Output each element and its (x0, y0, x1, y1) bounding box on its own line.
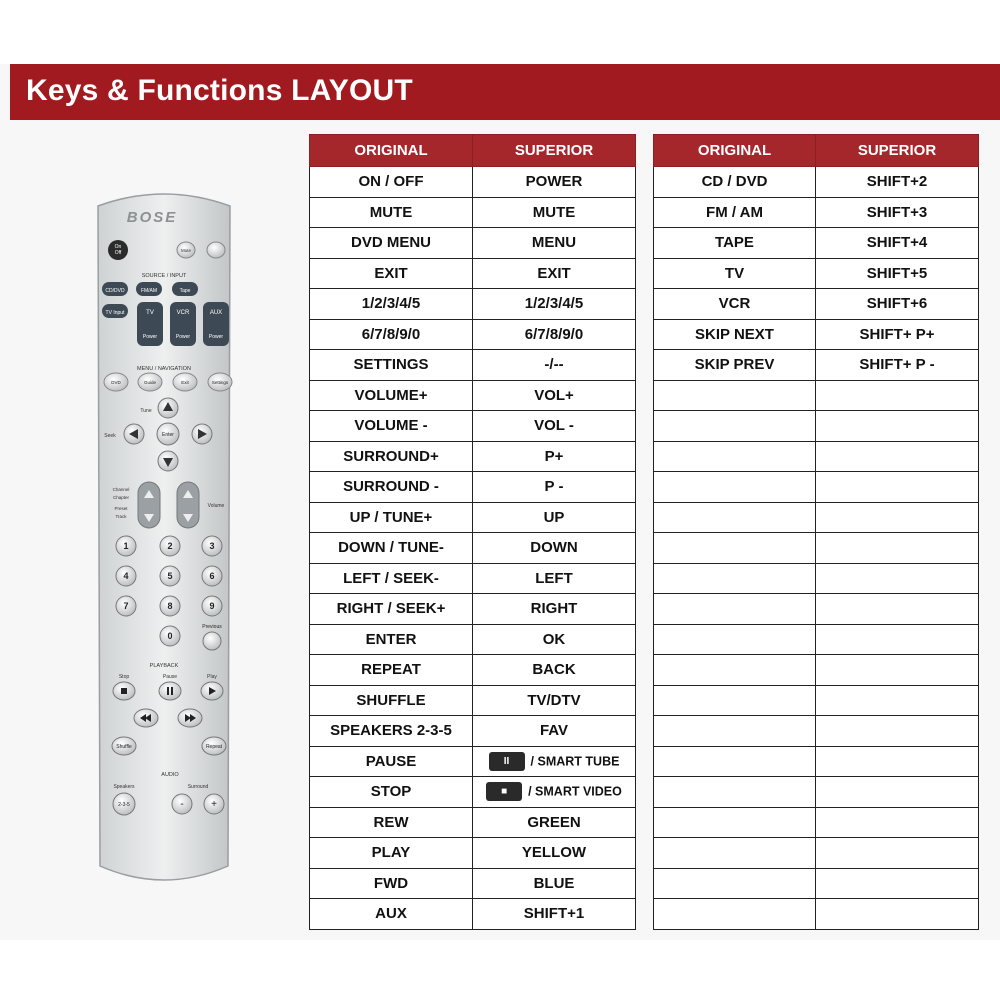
svg-text:Mute: Mute (180, 248, 192, 253)
svg-text:Play: Play (207, 674, 217, 680)
table-row (654, 197, 979, 228)
cell-superior (816, 716, 979, 747)
table-row (654, 411, 979, 442)
cell-superior: GREEN (473, 807, 636, 838)
cell-superior (816, 746, 979, 777)
cell-original (654, 411, 816, 442)
cell-original: AUX (310, 899, 473, 930)
svg-text:Enter: Enter (162, 432, 174, 438)
svg-text:Pause: Pause (162, 674, 178, 680)
table-row (654, 807, 979, 838)
table-row (310, 502, 636, 533)
cell-original: SPEAKERS 2-3-5 (310, 716, 473, 747)
cell-original: PLAY (310, 838, 473, 869)
cell-original (654, 441, 816, 472)
svg-text:4: 4 (123, 571, 129, 581)
svg-text:Guide: Guide (143, 380, 157, 385)
svg-text:Off: Off (114, 250, 122, 256)
cell-original: REPEAT (310, 655, 473, 686)
cell-superior: 6/7/8/9/0 (473, 319, 636, 350)
cell-superior (816, 441, 979, 472)
svg-text:VCR: VCR (176, 310, 190, 316)
cell-superior: FAV (473, 716, 636, 747)
table-row (654, 868, 979, 899)
svg-text:7: 7 (123, 601, 129, 611)
cell-original: LEFT / SEEK- (310, 563, 473, 594)
svg-text:Settings: Settings (211, 380, 229, 385)
cell-superior: LEFT (473, 563, 636, 594)
cell-superior (816, 594, 979, 625)
column-header-superior: SUPERIOR (816, 135, 979, 167)
cell-original (654, 380, 816, 411)
svg-text:Preset: Preset (114, 506, 128, 511)
cell-original: FWD (310, 868, 473, 899)
cell-original: TAPE (654, 228, 816, 259)
cell-original: DVD MENU (310, 228, 473, 259)
svg-text:Volume: Volume (207, 503, 225, 509)
cell-original: VOLUME - (310, 411, 473, 442)
svg-text:3: 3 (209, 541, 215, 551)
cell-original (654, 655, 816, 686)
cell-original: SETTINGS (310, 350, 473, 381)
svg-text:CD/DVD: CD/DVD (105, 288, 125, 294)
table-row (310, 807, 636, 838)
page-title: Keys & Functions LAYOUT (26, 74, 413, 107)
table-row (654, 716, 979, 747)
cell-original: VCR (654, 289, 816, 320)
cell-superior: -/-- (473, 350, 636, 381)
table-row (310, 472, 636, 503)
svg-text:Seek: Seek (104, 433, 116, 439)
svg-text:Surround: Surround (187, 784, 209, 790)
table-row (310, 746, 636, 777)
table-row (654, 319, 979, 350)
table-row (310, 350, 636, 381)
cell-superior: MUTE (473, 197, 636, 228)
svg-text:1: 1 (123, 541, 129, 551)
svg-text:Channel: Channel (112, 487, 130, 492)
cell-superior (816, 807, 979, 838)
table-row (654, 167, 979, 198)
cell-original: DOWN / TUNE- (310, 533, 473, 564)
svg-text:9: 9 (209, 601, 215, 611)
cell-original (654, 899, 816, 930)
svg-text:On: On (114, 244, 122, 250)
svg-text:2: 2 (167, 541, 173, 551)
svg-text:0: 0 (167, 631, 173, 641)
cell-original: 1/2/3/4/5 (310, 289, 473, 320)
table-row (310, 899, 636, 930)
table-row (654, 289, 979, 320)
svg-text:AUX: AUX (209, 310, 223, 316)
cell-superior: TV/DTV (473, 685, 636, 716)
cell-superior: VOL+ (473, 380, 636, 411)
cell-original: ENTER (310, 624, 473, 655)
cell-superior (816, 472, 979, 503)
svg-text:FM/AM: FM/AM (140, 288, 158, 294)
svg-text:DVD: DVD (111, 380, 121, 385)
cell-superior: SHIFT+ P - (816, 350, 979, 381)
table-row (310, 228, 636, 259)
cell-superior (816, 533, 979, 564)
table-row (310, 441, 636, 472)
cell-original (654, 594, 816, 625)
cell-superior (473, 777, 636, 808)
table-row (654, 533, 979, 564)
key-chip-icon: II (489, 752, 525, 771)
cell-superior (816, 899, 979, 930)
cell-superior (816, 563, 979, 594)
table-row (310, 594, 636, 625)
cell-original: RIGHT / SEEK+ (310, 594, 473, 625)
svg-text:-: - (180, 799, 184, 810)
menu-navigation-label: MENU / NAVIGATION (137, 366, 191, 372)
cell-superior (816, 380, 979, 411)
svg-text:2-3-5: 2-3-5 (118, 802, 130, 808)
cell-superior: 1/2/3/4/5 (473, 289, 636, 320)
cell-superior: EXIT (473, 258, 636, 289)
cell-original (654, 838, 816, 869)
table-row (310, 167, 636, 198)
cell-original: SURROUND+ (310, 441, 473, 472)
mute-button (207, 242, 225, 258)
cell-superior (816, 868, 979, 899)
table-row (310, 411, 636, 442)
cell-original (654, 472, 816, 503)
svg-text:Exit: Exit (181, 380, 189, 385)
cell-superior: SHIFT+3 (816, 197, 979, 228)
table-row (654, 258, 979, 289)
svg-text:Chapter: Chapter (112, 495, 130, 500)
table-row (654, 777, 979, 808)
table-row (654, 655, 979, 686)
svg-text:+: + (211, 799, 217, 810)
cell-original: SKIP PREV (654, 350, 816, 381)
svg-text:Tape: Tape (179, 288, 191, 294)
cell-superior (816, 838, 979, 869)
table-row (310, 868, 636, 899)
cell-superior: SHIFT+1 (473, 899, 636, 930)
cell-superior: RIGHT (473, 594, 636, 625)
cell-original (654, 502, 816, 533)
table-row (310, 319, 636, 350)
table-row (310, 197, 636, 228)
cell-original: TV (654, 258, 816, 289)
svg-text:Shuffle: Shuffle (116, 744, 132, 750)
remote-control (88, 186, 240, 886)
cell-superior: SHIFT+4 (816, 228, 979, 259)
table-row (310, 624, 636, 655)
cell-original: UP / TUNE+ (310, 502, 473, 533)
key-mapping-table-right (653, 134, 979, 930)
table-row (310, 563, 636, 594)
playback-label: PLAYBACK (149, 663, 179, 669)
cell-superior (816, 655, 979, 686)
cell-superior (816, 502, 979, 533)
svg-text:Speakers: Speakers (113, 784, 135, 790)
table-row (654, 838, 979, 869)
svg-text:Tune: Tune (140, 408, 152, 414)
table-row (310, 685, 636, 716)
svg-text:6: 6 (209, 571, 215, 581)
table-row (310, 655, 636, 686)
cell-superior (816, 685, 979, 716)
svg-text:Stop: Stop (118, 674, 130, 680)
table-row (654, 228, 979, 259)
column-header-original: ORIGINAL (310, 135, 473, 167)
cell-superior: SHIFT+6 (816, 289, 979, 320)
table-row (654, 502, 979, 533)
cell-superior: MENU (473, 228, 636, 259)
cell-original: MUTE (310, 197, 473, 228)
svg-text:Power: Power (142, 334, 158, 340)
cell-superior: P+ (473, 441, 636, 472)
cell-superior: UP (473, 502, 636, 533)
svg-text:8: 8 (167, 601, 173, 611)
column-header-superior: SUPERIOR (473, 135, 636, 167)
cell-superior (473, 746, 636, 777)
table-row (310, 258, 636, 289)
table-row (310, 716, 636, 747)
source-input-label: SOURCE / INPUT (141, 273, 187, 279)
cell-superior: DOWN (473, 533, 636, 564)
table-row (654, 441, 979, 472)
table-row (310, 289, 636, 320)
cell-original (654, 777, 816, 808)
cell-superior: OK (473, 624, 636, 655)
table-row (654, 746, 979, 777)
column-header-original: ORIGINAL (654, 135, 816, 167)
table-row (310, 777, 636, 808)
svg-text:Repeat: Repeat (205, 744, 223, 750)
cell-original: REW (310, 807, 473, 838)
cell-superior (816, 411, 979, 442)
table-row (654, 624, 979, 655)
cell-original (654, 746, 816, 777)
svg-text:Previous: Previous (202, 624, 222, 630)
table-row (654, 899, 979, 930)
table-row (654, 685, 979, 716)
cell-original: VOLUME+ (310, 380, 473, 411)
svg-text:5: 5 (167, 571, 173, 581)
table-row (310, 533, 636, 564)
cell-original: SHUFFLE (310, 685, 473, 716)
cell-superior: P - (473, 472, 636, 503)
cell-superior (816, 624, 979, 655)
svg-text:TV Input: TV Input (105, 310, 125, 316)
cell-original: FM / AM (654, 197, 816, 228)
cell-original (654, 563, 816, 594)
svg-text:TV: TV (146, 310, 154, 316)
svg-text:Track: Track (115, 514, 127, 519)
cell-original: EXIT (310, 258, 473, 289)
table-row (654, 380, 979, 411)
cell-original: CD / DVD (654, 167, 816, 198)
cell-original (654, 807, 816, 838)
cell-superior (816, 777, 979, 808)
cell-original: SURROUND - (310, 472, 473, 503)
table-row (654, 594, 979, 625)
cell-original: SKIP NEXT (654, 319, 816, 350)
table-row (310, 380, 636, 411)
cell-superior: SHIFT+ P+ (816, 319, 979, 350)
cell-superior: YELLOW (473, 838, 636, 869)
table-row (654, 350, 979, 381)
cell-original (654, 624, 816, 655)
cell-superior: BACK (473, 655, 636, 686)
remote-brand: BOSE (126, 209, 178, 226)
cell-original (654, 868, 816, 899)
svg-text:Power: Power (175, 334, 191, 340)
table-row (310, 838, 636, 869)
cell-original: STOP (310, 777, 473, 808)
audio-label: AUDIO (161, 772, 179, 778)
cell-superior: SHIFT+2 (816, 167, 979, 198)
table-row (654, 563, 979, 594)
cell-label: / SMART VIDEO (528, 784, 622, 799)
svg-text:Power: Power (208, 334, 224, 340)
table-row (654, 472, 979, 503)
cell-superior: POWER (473, 167, 636, 198)
key-chip-icon: ■ (486, 782, 522, 801)
cell-superior: SHIFT+5 (816, 258, 979, 289)
page-header (10, 64, 1000, 120)
cell-original: 6/7/8/9/0 (310, 319, 473, 350)
cell-original (654, 685, 816, 716)
cell-original: ON / OFF (310, 167, 473, 198)
key-mapping-table-left (309, 134, 636, 930)
cell-superior: BLUE (473, 868, 636, 899)
cell-superior: VOL - (473, 411, 636, 442)
cell-label: / SMART TUBE (530, 754, 620, 769)
cell-original (654, 716, 816, 747)
cell-original (654, 533, 816, 564)
cell-original: PAUSE (310, 746, 473, 777)
